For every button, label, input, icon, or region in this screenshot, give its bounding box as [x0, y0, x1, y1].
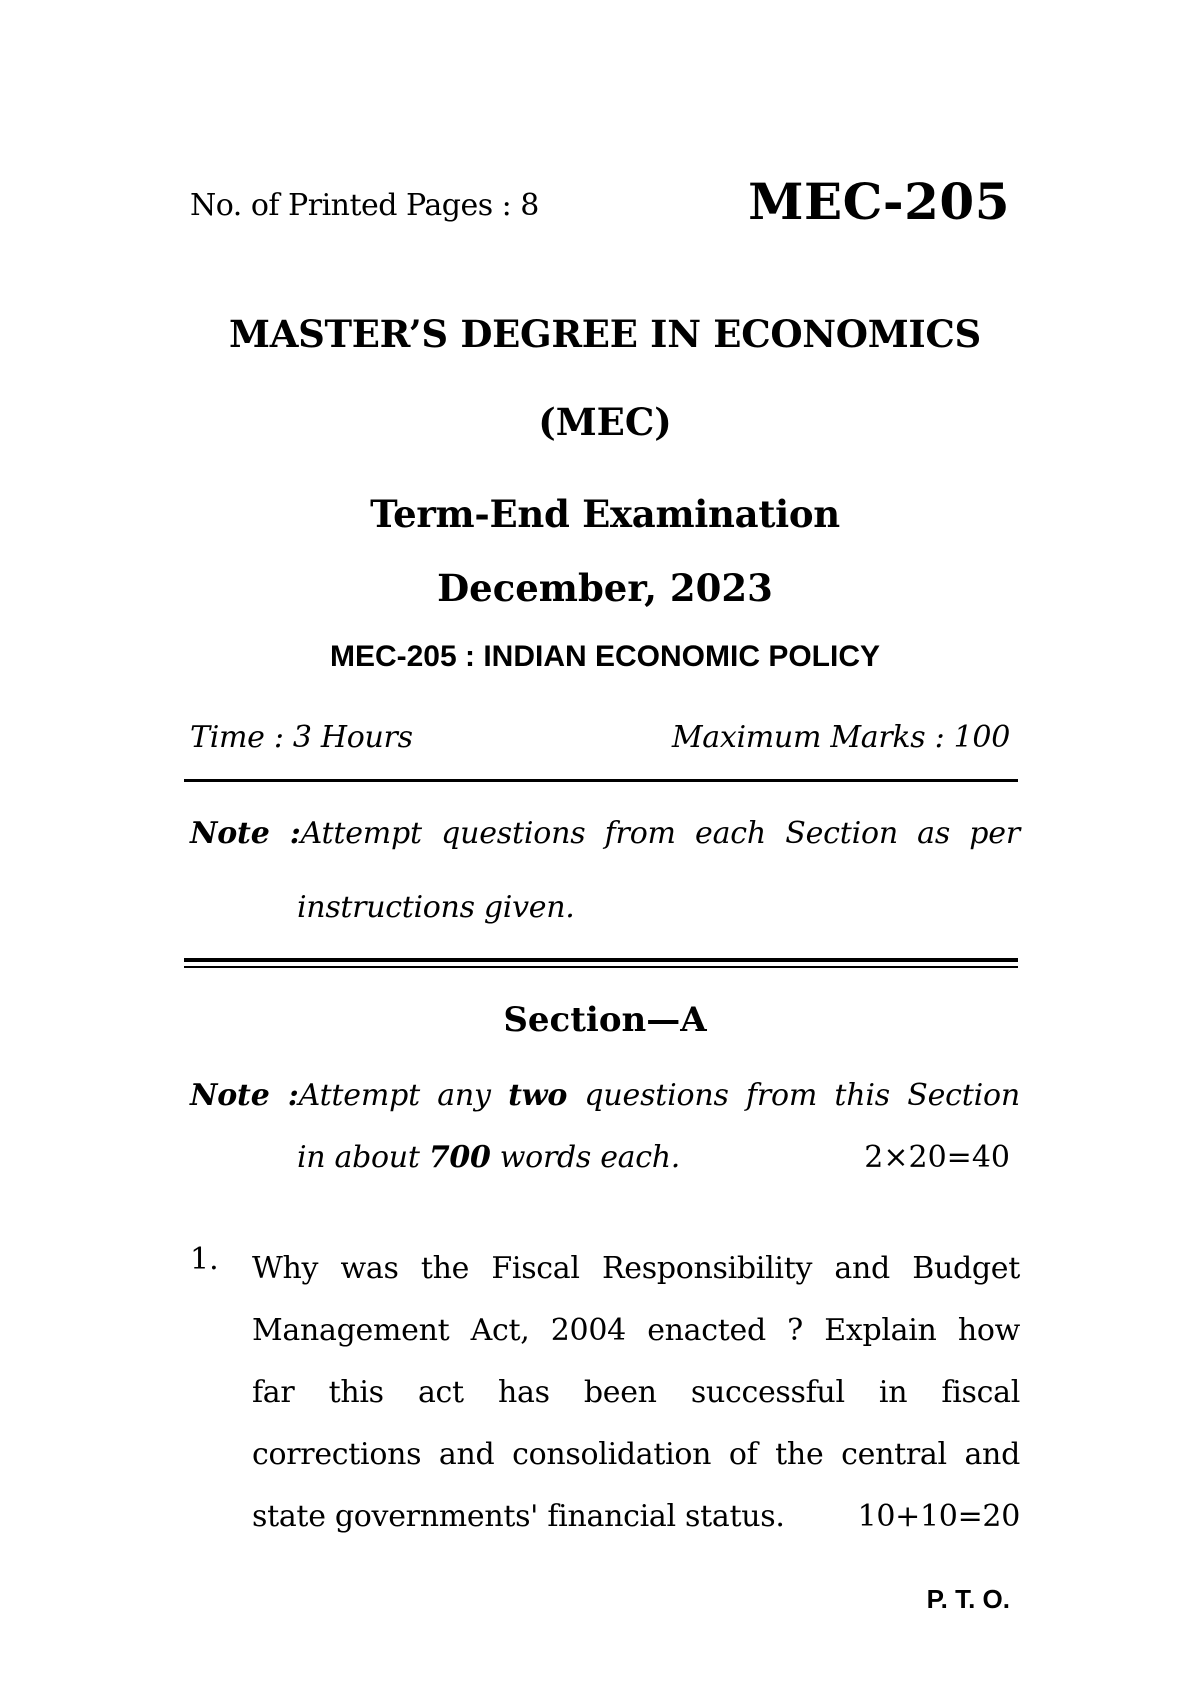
- section-note-line2: [297, 1140, 680, 1175]
- general-note-line1: Attempt questions from each Section as per: [300, 816, 1020, 851]
- exam-session: December, 2023: [437, 566, 773, 610]
- please-turn-over: P. T. O.: [926, 1584, 1010, 1614]
- question-line: Management Act, 2004 enacted ? Explain how: [252, 1313, 1020, 1348]
- section-note-line2-pre: in about: [297, 1140, 429, 1175]
- program-code: (MEC): [538, 400, 672, 444]
- course-code: MEC-205: [748, 172, 1010, 231]
- question-line: Why was the Fiscal Responsibility and Budget: [252, 1251, 1020, 1286]
- double-divider-top: [184, 958, 1018, 962]
- section-note-words: 700: [428, 1140, 491, 1175]
- question-marks: 10+10=20: [857, 1499, 1020, 1534]
- divider: [184, 779, 1018, 782]
- maximum-marks: Maximum Marks : 100: [671, 720, 1010, 755]
- section-note-post: questions from this Section: [567, 1078, 1021, 1113]
- degree-title: MASTER’S DEGREE IN ECONOMICS: [229, 312, 981, 356]
- section-marks: 2×20=40: [864, 1140, 1010, 1175]
- section-note-label: Note :: [190, 1078, 299, 1113]
- paper-title: MEC-205 : INDIAN ECONOMIC POLICY: [329, 640, 881, 673]
- question-number: 1.: [190, 1242, 219, 1277]
- question-line: far this act has been successful in fiscal: [252, 1375, 1020, 1410]
- exam-type: Term-End Examination: [370, 492, 840, 536]
- double-divider-bottom: [184, 966, 1018, 968]
- section-note-count: two: [508, 1078, 568, 1113]
- section-heading: Section—A: [503, 1000, 707, 1040]
- time-allowed: Time : 3 Hours: [190, 720, 413, 755]
- section-note: [190, 1078, 1020, 1113]
- general-note: [190, 816, 1020, 851]
- section-note-pre: Attempt any: [298, 1078, 509, 1113]
- general-note-line2: instructions given.: [297, 890, 575, 925]
- note-label: Note :: [190, 816, 301, 851]
- question-line: state governments' financial status.: [252, 1499, 785, 1534]
- question-text: [252, 1238, 1020, 1548]
- printed-pages-count: No. of Printed Pages : 8: [190, 188, 539, 223]
- question-line: corrections and consolidation of the central and: [252, 1437, 1020, 1472]
- section-note-line2-post: words each.: [490, 1140, 681, 1175]
- question-last-line: [252, 1486, 1020, 1548]
